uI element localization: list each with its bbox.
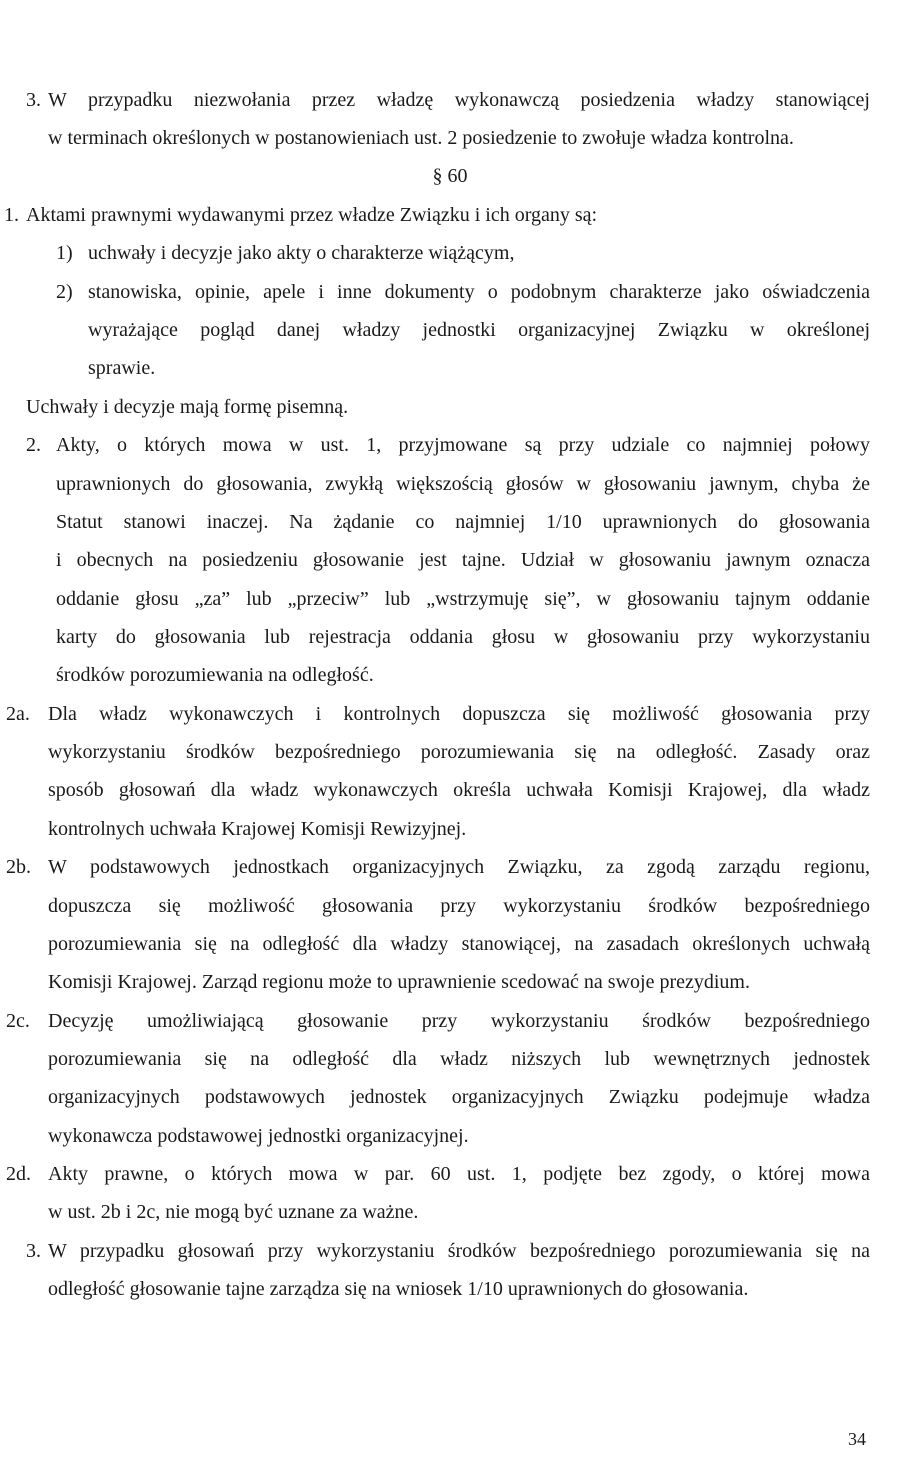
page-number: 34	[848, 1429, 866, 1449]
paragraph-number: 1.	[4, 204, 19, 226]
paragraph-2c-line: organizacyjnych podstawowych jednostek organizacyjnych Związku podejmuje władza	[48, 1086, 870, 1108]
paragraph-2b-line: dopuszcza się możliwość głosowania przy wykorzystaniu środków bezpośredniego	[48, 895, 870, 917]
paragraph-2-line: oddanie głosu „za” lub „przeciw” lub „wstrzymuję się”, w głosowaniu tajnym oddanie	[56, 588, 870, 610]
paragraph-2b-line: porozumiewania się na odległość dla władzy stanowiącej, na zasadach określonych uchwałą	[48, 933, 870, 955]
paragraph-2a-line: kontrolnych uchwała Krajowej Komisji Rewizyjnej.	[48, 818, 467, 840]
list-item-number: 1)	[56, 242, 73, 264]
paragraph-number: 3.	[26, 89, 41, 111]
paragraph-2b-line: Komisji Krajowej. Zarząd regionu może to uprawnienie scedować na swoje prezydium.	[48, 971, 750, 993]
paragraph-2c-line: porozumiewania się na odległość dla władz niższych lub wewnętrznych jednostek	[48, 1048, 870, 1070]
paragraph-3-line: odległość głosowanie tajne zarządza się na wniosek 1/10 uprawnionych do głosowania.	[48, 1278, 749, 1300]
paragraph-2-line: i obecnych na posiedzeniu głosowanie jest tajne. Udział w głosowaniu jawnym oznacza	[56, 549, 870, 571]
paragraph-2-line: środków porozumiewania na odległość.	[56, 664, 374, 686]
paragraph-1-text: Aktami prawnymi wydawanymi przez władze Związku i ich organy są:	[26, 204, 598, 226]
list-item-line: uchwały i decyzje jako akty o charakterze wiążącym,	[88, 242, 515, 264]
paragraph-2b-line: W podstawowych jednostkach organizacyjnych Związku, za zgodą zarządu regionu,	[48, 856, 870, 878]
paragraph-3-top-line: w terminach określonych w postanowieniach ust. 2 posiedzenie to zwołuje władza kontrolna.	[48, 127, 794, 149]
paragraph-2d-line: w ust. 2b i 2c, nie mogą być uznane za ważne.	[48, 1201, 419, 1223]
paragraph-2-line: uprawnionych do głosowania, zwykłą większością głosów w głosowaniu jawnym, chyba że	[56, 473, 870, 495]
paragraph-2d-line: Akty prawne, o których mowa w par. 60 ust. 1, podjęte bez zgody, o której mowa	[48, 1163, 870, 1185]
paragraph-number: 2a.	[6, 703, 30, 725]
paragraph-2-line: karty do głosowania lub rejestracja oddania głosu w głosowaniu przy wykorzystaniu	[56, 626, 870, 648]
paragraph-2-line: Statut stanowi inaczej. Na żądanie co najmniej 1/10 uprawnionych do głosowania	[56, 511, 870, 533]
list-item-line: sprawie.	[88, 357, 156, 379]
paragraph-note: Uchwały i decyzje mają formę pisemną.	[26, 396, 349, 418]
paragraph-2a-line: wykorzystaniu środków bezpośredniego porozumiewania się na odległość. Zasady oraz	[48, 741, 870, 763]
section-heading: § 60	[432, 165, 468, 187]
list-item-line: wyrażające pogląd danej władzy jednostki organizacyjnej Związku w określonej	[88, 319, 870, 341]
paragraph-2-line: Akty, o których mowa w ust. 1, przyjmowane są przy udziale co najmniej połowy	[56, 434, 870, 456]
paragraph-number: 2c.	[6, 1010, 30, 1032]
paragraph-number: 3.	[26, 1240, 41, 1262]
paragraph-2a-line: sposób głosowań dla władz wykonawczych określa uchwała Komisji Krajowej, dla władz	[48, 779, 870, 801]
paragraph-2c-line: Decyzję umożliwiającą głosowanie przy wykorzystaniu środków bezpośredniego	[48, 1010, 870, 1032]
paragraph-number: 2d.	[6, 1163, 31, 1185]
list-item-line: stanowiska, opinie, apele i inne dokumenty o podobnym charakterze jako oświadczenia	[88, 281, 870, 303]
paragraph-3-top-line: W przypadku niezwołania przez władzę wykonawczą posiedzenia władzy stanowiącej	[48, 89, 870, 111]
paragraph-3-line: W przypadku głosowań przy wykorzystaniu środków bezpośredniego porozumiewania się na	[48, 1240, 870, 1262]
paragraph-number: 2.	[26, 434, 41, 456]
paragraph-number: 2b.	[6, 856, 31, 878]
list-item-number: 2)	[56, 281, 73, 303]
paragraph-2c-line: wykonawcza podstawowej jednostki organizacyjnej.	[48, 1125, 469, 1147]
paragraph-2a-line: Dla władz wykonawczych i kontrolnych dopuszcza się możliwość głosowania przy	[48, 703, 870, 725]
